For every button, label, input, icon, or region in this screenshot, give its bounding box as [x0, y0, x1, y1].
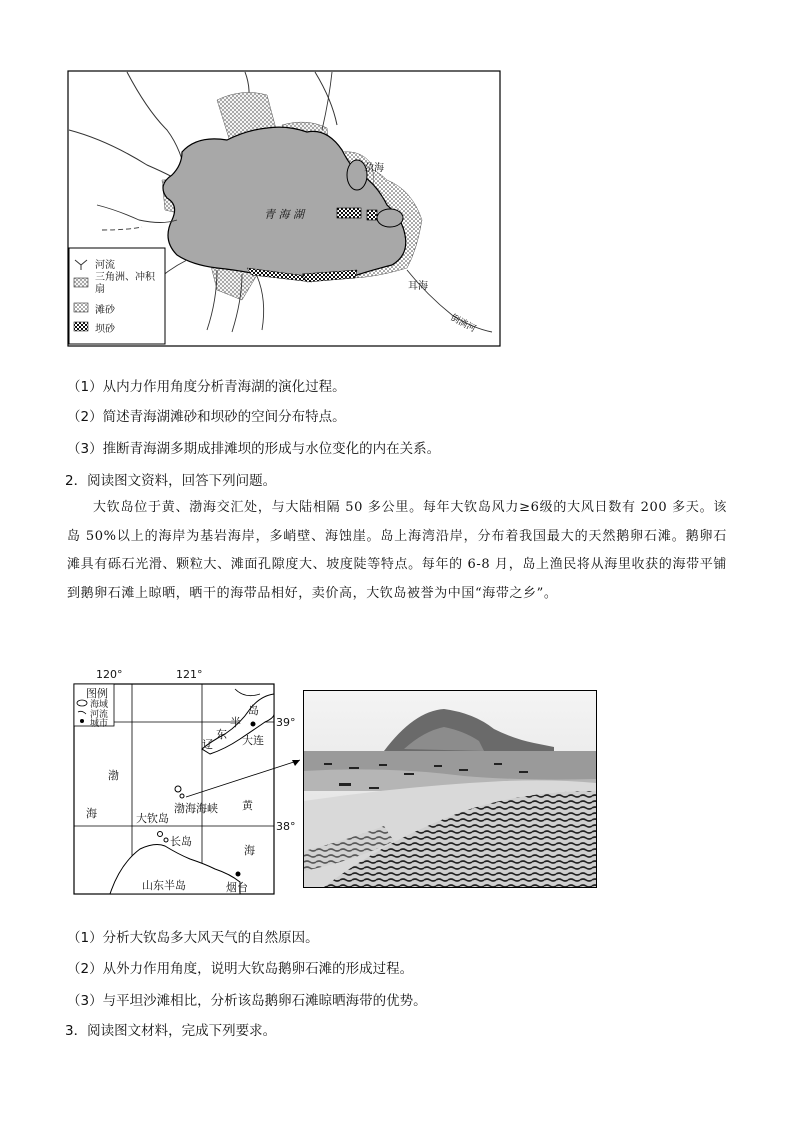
label-bohai-1: 渤: [108, 769, 119, 782]
label-huang-1: 黄: [242, 799, 253, 812]
label-liaodong-3: 半: [230, 716, 241, 729]
q2-sub3: （3）与平坦沙滩相比，分析该岛鹅卵石滩晾晒海带的优势。: [67, 993, 427, 1009]
label-yantai: 烟台: [226, 881, 248, 894]
dalian-city: [251, 722, 256, 727]
label-strait: 渤海海峡: [174, 802, 218, 815]
legend-dam-sand: 坝砂: [95, 324, 115, 335]
q1-sub3: （3）推断青海湖多期成排滩坝的形成与水位变化的内在关系。: [67, 441, 441, 457]
label-changdao: 长岛: [170, 835, 192, 848]
yantai-city: [236, 872, 241, 877]
q2-paragraph: 大钦岛位于黄、渤海交汇处，与大陆相隔 50 多公里。每年大钦岛风力≥6级的大风日数有 200 多天。该岛 50%以上的海岸为基岩海岸，多峭壁、海蚀崖。岛上海湾沿岸，分布着我国最大的天然鹅卵石滩。鹅卵石滩具有砾石光滑、颗粒大、滩面孔隙度大、坡度陡等特点。每年的 6-8 月，岛上渔民将从海里收获的海带平铺到鹅卵石滩上晾晒，晒干的海带品相好，卖价高，大钦岛被誉为中国“海带之乡”。: [67, 500, 727, 601]
legend-beach-sand: 滩砂: [95, 305, 115, 316]
legend-river: 河流: [95, 260, 115, 271]
q2-sub2: （2）从外力作用角度，说明大钦岛鹅卵石滩的形成过程。: [67, 961, 414, 977]
gahai-label: 尕海: [364, 163, 384, 174]
erhai-lake: [377, 209, 403, 227]
q1-sub1: （1）从内力作用角度分析青海湖的演化过程。: [67, 379, 346, 395]
label-liaodong-4: 岛: [248, 704, 259, 717]
q2-sub1: （1）分析大钦岛多大风天气的自然原因。: [67, 930, 319, 946]
lon-120: 120°: [96, 668, 123, 681]
label-bohai-2: 海: [86, 807, 97, 820]
pebble-beach-photo: [303, 690, 597, 888]
lat-38: 38°: [276, 820, 296, 833]
q3-heading: 3．阅读图文材料，完成下列要求。: [65, 1023, 277, 1039]
legend-delta: 三角洲、冲积扇: [95, 272, 155, 295]
qinghai-lake-map: [67, 70, 501, 347]
river-label: 倒淌河: [448, 313, 478, 335]
legend-city: 城市: [90, 719, 109, 729]
label-liaodong-2: 东: [216, 728, 227, 741]
legend-river2: 河流: [90, 710, 109, 720]
q2-heading: 2．阅读图文资料，回答下列问题。: [65, 473, 277, 489]
legend-sea: 海域: [90, 700, 109, 710]
lat-39: 39°: [276, 716, 296, 729]
lake-label: 青 海 湖: [264, 208, 304, 221]
erhai-label: 耳海: [408, 281, 428, 292]
q1-sub2: （2）简述青海湖滩砂和坝砂的空间分布特点。: [67, 409, 346, 425]
label-dalian: 大连: [242, 734, 264, 747]
label-huang-2: 海: [244, 844, 255, 857]
daqin-island-map: [60, 664, 300, 896]
label-shandong: 山东半岛: [142, 879, 186, 892]
label-liaodong-1: 辽: [202, 738, 213, 751]
lon-121: 121°: [176, 668, 203, 681]
legend-title: 图例: [86, 687, 108, 700]
label-daqin: 大钦岛: [136, 812, 169, 825]
